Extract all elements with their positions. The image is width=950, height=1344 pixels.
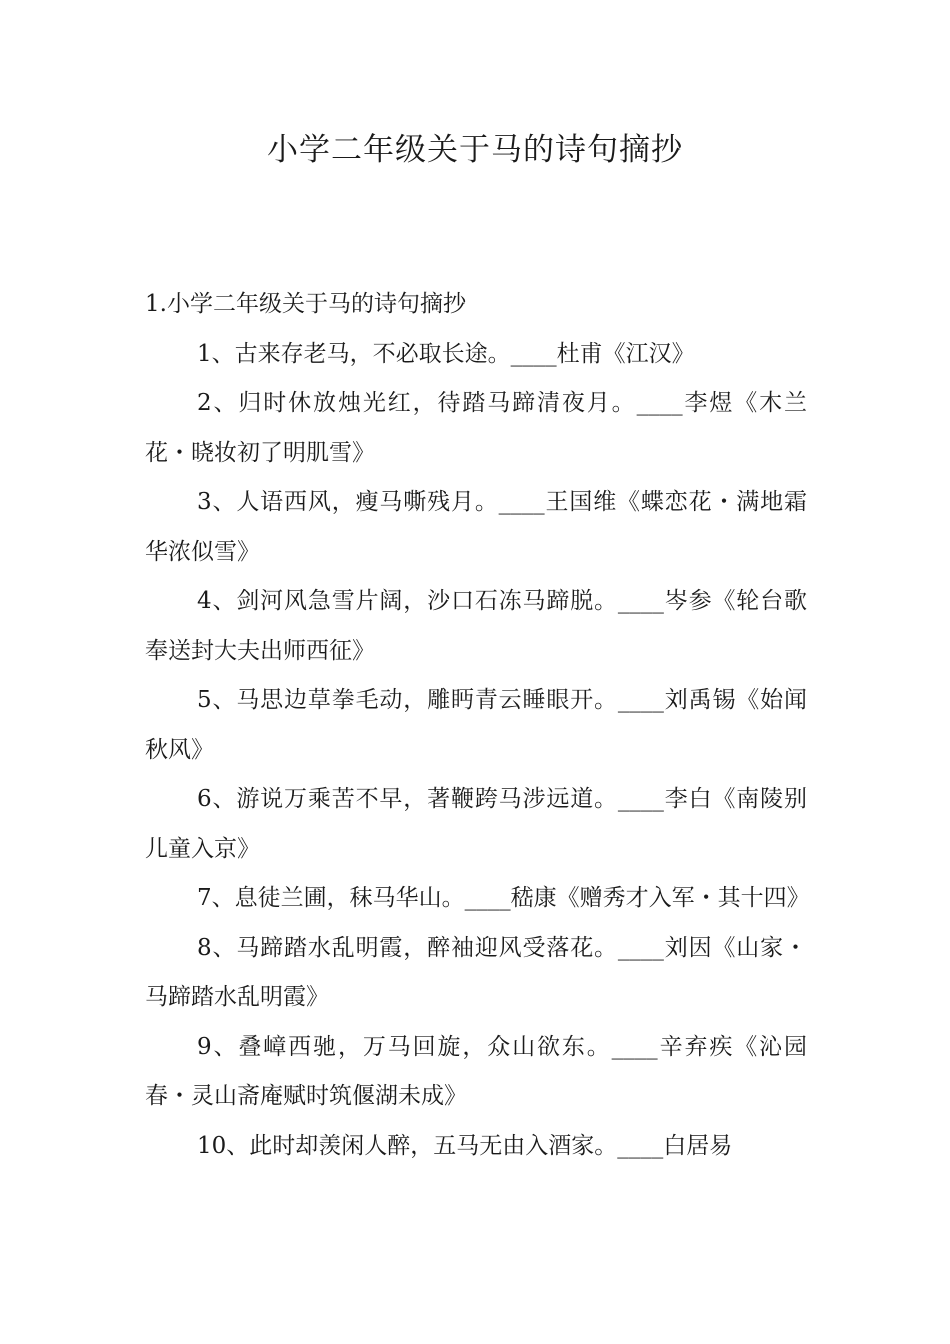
poem-line-10: 10、此时却羡闲人醉，五马无由入酒家。____白居易	[197, 1132, 733, 1159]
poem-line-7: 7、息徒兰圃，秣马华山。____嵇康《赠秀才入军・其十四》	[197, 885, 810, 911]
poem-line-8: 8、马蹄踏水乱明霞，醉袖迎风受落花。____刘因《山家・马蹄踏水乱明霞》	[145, 934, 807, 1010]
section-heading: 1.小学二年级关于马的诗句摘抄	[145, 291, 466, 317]
poem-line-3: 3、人语西风，瘦马嘶残月。____王国维《蝶恋花・满地霜华浓似雪》	[145, 489, 807, 565]
poem-line-9: 9、叠嶂西驰，万马回旋，众山欲东。____辛弃疾《沁园春・灵山斋庵赋时筑偃湖未成》	[145, 1033, 807, 1109]
poem-line-2: 2、归时休放烛光红，待踏马蹄清夜月。____李煜《木兰花・晓妆初了明肌雪》	[145, 390, 807, 466]
document-body	[145, 280, 810, 1171]
poem-line-5: 5、马思边草拳毛动，雕眄青云睡眼开。____刘禹锡《始闻秋风》	[145, 687, 807, 763]
poem-line-4: 4、剑河风急雪片阔，沙口石冻马蹄脱。____岑参《轮台歌奉送封大夫出师西征》	[145, 588, 807, 664]
document-title: 小学二年级关于马的诗句摘抄	[267, 132, 683, 168]
poem-line-6: 6、游说万乘苦不早，著鞭跨马涉远道。____李白《南陵别儿童入京》	[145, 786, 807, 862]
poem-line-1: 1、古来存老马，不必取长途。____杜甫《江汉》	[197, 340, 695, 367]
